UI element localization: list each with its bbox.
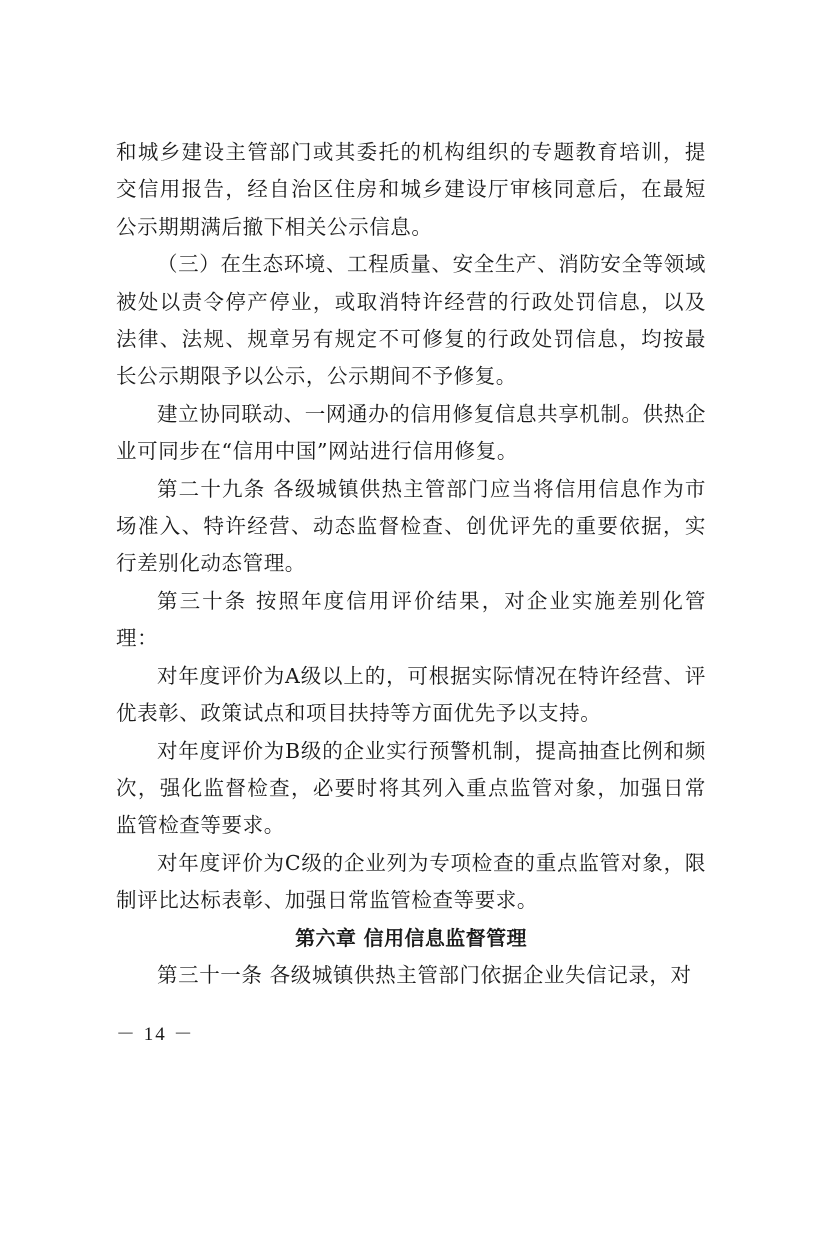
- paragraph-grade-a: 对年度评价为A级以上的，可根据实际情况在特许经营、评优表彰、政策试点和项目扶持等方面优先予以支持。: [116, 663, 706, 726]
- paragraph-article-29: 第二十九条 各级城镇供热主管部门应当将信用信息作为市场准入、特许经营、动态监督检查、创优评先的重要依据，实行差别化动态管理。: [116, 476, 706, 576]
- paragraph-article-31: 第三十一条 各级城镇供热主管部门依据企业失信记录，对: [157, 962, 692, 987]
- document-body: [116, 134, 706, 994]
- chapter-heading: 第六章 信用信息监督管理: [295, 925, 527, 950]
- paragraph-grade-b: 对年度评价为B级的企业实行预警机制，提高抽查比例和频次，强化监督检查，必要时将其列入重点监管对象，加强日常监管检查等要求。: [116, 738, 706, 838]
- paragraph-grade-c: 对年度评价为C级的企业列为专项检查的重点监管对象，限制评比达标表彰、加强日常监管检查等要求。: [116, 850, 706, 913]
- paragraph-continuation: 和城乡建设主管部门或其委托的机构组织的专题教育培训，提交信用报告，经自治区住房和城乡建设厅审核同意后，在最短公示期期满后撤下相关公示信息。: [116, 140, 706, 239]
- paragraph-item-three: （三）在生态环境、工程质量、安全生产、消防安全等领域被处以责令停产停业，或取消特许经营的行政处罚信息，以及法律、法规、规章另有规定不可修复的行政处罚信息，均按最长公示期限予以公示，公示期间不予修复。: [116, 252, 706, 389]
- paragraph-article-30: 第三十条 按照年度信用评价结果，对企业实施差别化管理：: [116, 588, 706, 651]
- page-number: － 14 －: [116, 1024, 195, 1045]
- paragraph-credit-repair-sharing: 建立协同联动、一网通办的信用修复信息共享机制。供热企业可同步在“信用中国”网站进行信用修复。: [116, 401, 706, 464]
